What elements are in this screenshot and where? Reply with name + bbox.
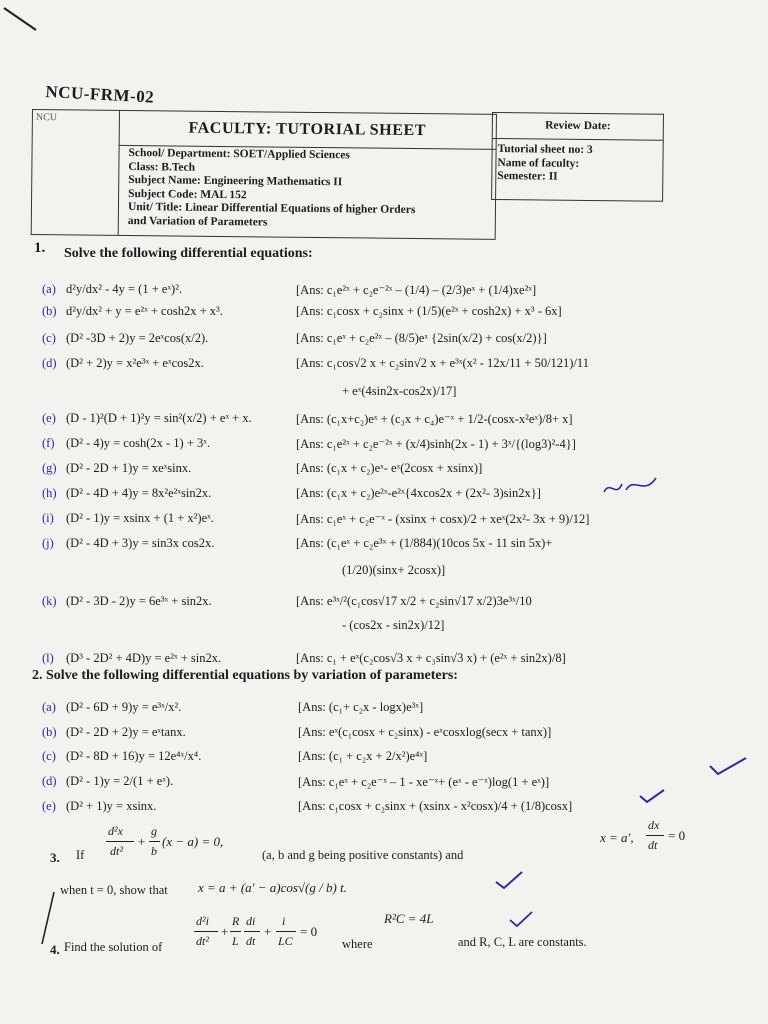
question-text: (D² - 6D + 9)y = e³ˣ/x².: [66, 700, 182, 714]
answer-text: [Ans: (c₁x + c₂)e²ˣ-e²ˣ{4xcos2x + (2x²- 3)sin2x}]: [296, 486, 541, 500]
question-4-condition: R²C = 4L: [384, 911, 434, 926]
review-box: [491, 112, 664, 202]
item-label: (i): [42, 511, 54, 525]
pen-stroke-mark: [36, 888, 60, 948]
course-info: [128, 147, 416, 231]
question-text: (D² - 4D + 3)y = sin3x cos2x.: [66, 536, 215, 550]
form-code: NCU-FRM-02: [45, 82, 155, 107]
item-label: (d): [42, 774, 57, 788]
class-line: Class: B.Tech: [128, 160, 196, 174]
answer-text: [Ans: (c₁x+c₂)eˣ + (c₃x + c₄)e⁻ˣ + 1/2-(cosx-x²eˣ)/8+ x]: [296, 412, 573, 426]
question-text: (D² + 2)y = x²e³ˣ + eˣcos2x.: [66, 356, 204, 370]
question-3-constants: (a, b and g being positive constants) and: [262, 848, 464, 862]
item-label: (h): [42, 486, 57, 500]
answer-continuation: (1/20)(sinx+ 2cosx)]: [342, 563, 446, 577]
question-text: (D² - 2D + 1)y = xeˣsinx.: [66, 461, 192, 475]
question-4-equation: d²i dt² + R L di dt + i LC = 0: [196, 914, 318, 948]
answer-text: [Ans: c₁eˣ + c₂e²ˣ – (8/5)eˣ {2sin(x/2) + cos(x/2)}]: [296, 331, 547, 345]
item-label: (f): [42, 436, 55, 450]
answer-text: [Ans: (c₁eˣ + c₂e³ˣ + (1/884)(10cos 5x - 11 sin 5x)+: [296, 536, 553, 550]
school-line: School/ Department: SOET/Applied Sciences: [128, 147, 350, 162]
sheet-number: Tutorial sheet no: 3: [497, 143, 593, 157]
check-mark-icon: [506, 908, 536, 930]
question-4-where: where: [342, 937, 373, 951]
unit-title-line-2: and Variation of Parameters: [127, 214, 268, 228]
question-text: (D² + 1)y = xsinx.: [66, 799, 157, 813]
answer-text: [Ans: c₁cosx + c₂sinx + (1/5)(e²ˣ + cosh2x) + x³ - 6x]: [296, 304, 562, 318]
unit-title-line: Unit/ Title: Linear Differential Equations of higher Orders: [127, 201, 416, 217]
item-label: (e): [42, 799, 56, 813]
sheet-title: FACULTY: TUTORIAL SHEET: [119, 111, 496, 150]
item-label: (c): [42, 331, 56, 345]
question-4-tail: and R, C, L are constants.: [458, 935, 587, 949]
item-label: (a): [42, 282, 56, 296]
answer-text: [Ans: c₁cosx + c₂sinx + (xsinx - x²cosx)/4 + (1/8)cosx]: [298, 799, 573, 813]
answer-text: [Ans: c₁ + eˣ(c₂cos√3 x + c₃sin√3 x) + (e²ˣ + sin2x)/8]: [296, 651, 566, 665]
answer-text: [Ans: eˣ(c₁cosx + c₂sinx) - eˣcosxlog(secx + tanx)]: [298, 725, 552, 739]
question-4-number: 4.: [50, 942, 60, 957]
header-table: [31, 109, 497, 240]
question-3-line-2: when t = 0, show that: [60, 883, 168, 897]
item-label: (d): [42, 356, 57, 370]
answer-continuation: + eˣ(4sin2x-cos2x)/17]: [342, 384, 457, 398]
handwritten-note-mark: [600, 472, 660, 502]
item-label: (b): [42, 304, 57, 318]
pen-stroke-mark: [0, 0, 60, 40]
answer-text: [Ans: c₁e²ˣ + c₂e⁻²ˣ – (1/4) – (2/3)eˣ + (1/4)xe²ˣ]: [296, 283, 537, 297]
check-mark-icon: [636, 786, 668, 806]
item-label: (j): [42, 536, 54, 550]
question-text: (D² - 2D + 2)y = eˣtanx.: [66, 725, 186, 739]
section-2-heading: 2. Solve the following differential equations by variation of parameters:: [32, 668, 458, 683]
question-text: (D² - 4D + 4)y = 8x²e²ˣsin2x.: [66, 486, 212, 500]
question-3-if: If: [76, 848, 85, 862]
answer-text: [Ans: c₁e²ˣ + c₂e⁻²ˣ + (x/4)sinh(2x - 1) + 3ˣ/{(log3)²-4}]: [296, 437, 576, 451]
item-label: (c): [42, 749, 56, 763]
answer-text: [Ans: c₁eˣ + c₂e⁻ˣ - (xsinx + cosx)/2 + xeˣ(2x²- 3x + 9)/12]: [296, 512, 590, 526]
answer-text: [Ans: (c₁+ c₂x - logx)e³ˣ]: [298, 700, 424, 714]
check-mark-icon: [490, 868, 526, 892]
answer-text: [Ans: (c₁ + c₂x + 2/x²)e⁴ˣ]: [298, 749, 428, 763]
question-text: (D - 1)²(D + 1)²y = sin²(x/2) + eˣ + x.: [66, 411, 252, 425]
section-1-number: 1.: [34, 240, 46, 256]
answer-text: [Ans: (c₁x + c₂)eˣ- eˣ(2cosx + xsinx)]: [296, 461, 483, 475]
question-text: d²y/dx² - 4y = (1 + eˣ)².: [66, 282, 183, 296]
question-text: (D² -3D + 2)y = 2eˣcos(x/2).: [66, 331, 209, 345]
question-3-number: 3.: [50, 850, 60, 865]
subject-name-line: Subject Name: Engineering Mathematics II: [128, 174, 343, 189]
answer-text: [Ans: c₁eˣ + c₂e⁻ˣ – 1 - xe⁻ˣ+ (eˣ - e⁻ˣ)log(1 + eˣ)]: [298, 775, 550, 789]
answer-continuation: - (cos2x - sin2x)/12]: [342, 618, 445, 632]
semester: Semester: II: [497, 170, 558, 183]
item-label: (b): [42, 725, 57, 739]
item-label: (a): [42, 700, 56, 714]
section-1-heading: Solve the following differential equations:: [64, 246, 313, 261]
question-text: (D² - 8D + 16)y = 12e⁴ˣ/x⁴.: [66, 749, 202, 763]
question-3-result: x = a + (a′ − a)cos√(g / b) t.: [198, 880, 347, 895]
subject-code-line: Subject Code: MAL 152: [128, 187, 247, 201]
item-label: (l): [42, 651, 54, 665]
question-text: (D² - 3D - 2)y = 6e³ˣ + sin2x.: [66, 594, 212, 608]
question-3-condition: x = a′, dx dt = 0: [600, 818, 686, 852]
review-date: Review Date:: [493, 113, 663, 141]
question-text: (D² - 1)y = xsinx + (1 + x²)eˣ.: [66, 511, 214, 525]
question-text: (D³ - 2D² + 4D)y = e²ˣ + sin2x.: [66, 651, 222, 665]
question-text: (D² - 1)y = 2/(1 + eˣ).: [66, 774, 174, 788]
university-logo: NCU: [32, 110, 120, 235]
item-label: (e): [42, 411, 56, 425]
answer-text: [Ans: e³ˣ/²(c₁cos√17 x/2 + c₂sin√17 x/2)3e³ˣ/10: [296, 594, 532, 608]
item-label: (k): [42, 594, 57, 608]
question-text: (D² - 4)y = cosh(2x - 1) + 3ˣ.: [66, 436, 211, 450]
answer-text: [Ans: c₁cos√2 x + c₂sin√2 x + e³ˣ(x² - 12x/11 + 50/121)/11: [296, 356, 589, 370]
faculty-name: Name of faculty:: [497, 156, 580, 170]
question-text: d²y/dx² + y = e²ˣ + cosh2x + x³.: [66, 304, 223, 318]
check-mark-icon: [706, 756, 750, 780]
item-label: (g): [42, 461, 57, 475]
question-4-text: Find the solution of: [64, 940, 163, 954]
question-3-equation: d²x dt² + g b (x − a) = 0,: [108, 824, 224, 858]
